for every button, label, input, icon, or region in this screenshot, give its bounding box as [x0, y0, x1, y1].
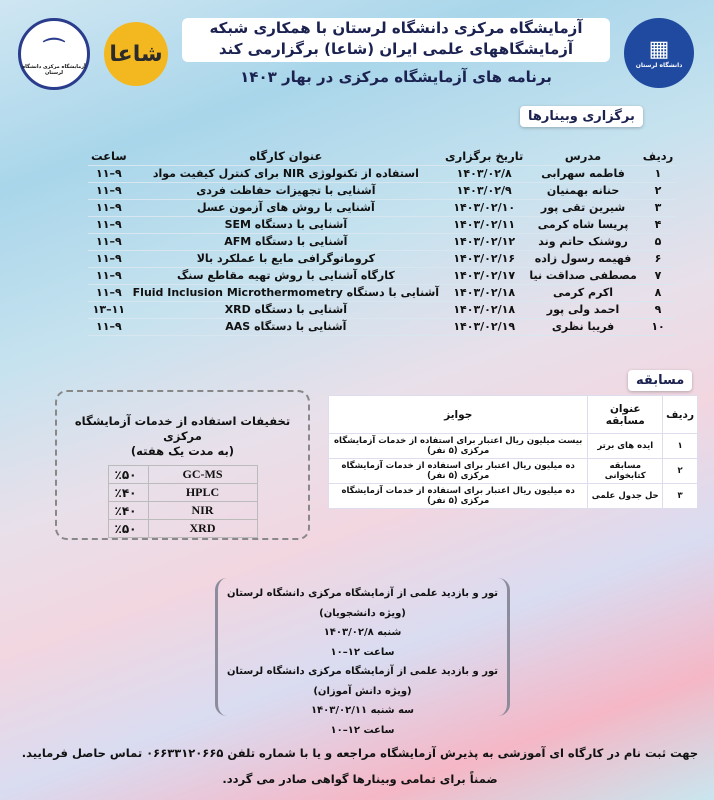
table-cell: ۶	[640, 250, 677, 267]
table-cell: ۹–۱۱	[88, 233, 130, 250]
table-row	[329, 434, 698, 459]
table-cell: آشنایی با تجهیزات حفاظت فردی	[130, 182, 442, 199]
table-cell: ۹–۱۱	[88, 318, 130, 335]
instrument-name: HPLC	[148, 484, 257, 502]
table-cell: ۹–۱۱	[88, 165, 130, 182]
table-cell: ۱۴۰۳/۰۲/۱۸	[442, 284, 526, 301]
discount-percent: ٪۵۰	[108, 466, 148, 484]
table-row	[88, 216, 676, 233]
table-cell: ۹–۱۱	[88, 284, 130, 301]
title-line-1: آزمایشگاه مرکزی دانشگاه لرستان با همکاری شبکه	[209, 19, 583, 37]
table-cell: آشنایی با دستگاه Fluid Inclusion Microthermometry	[130, 284, 442, 301]
table-row	[88, 301, 676, 318]
table-cell: فاطمه سهرابی	[526, 165, 639, 182]
discount-row	[108, 520, 257, 538]
table-cell: آشنایی با دستگاه AAS	[130, 318, 442, 335]
table-cell: فهیمه رسول زاده	[526, 250, 639, 267]
table-cell: کروماتوگرافی مایع با عملکرد بالا	[130, 250, 442, 267]
table-cell: ۸	[640, 284, 677, 301]
table-cell: بیست میلیون ریال اعتبار برای استفاده از خدمات آزمایشگاه مرکزی (۵ نفر)	[329, 434, 588, 459]
tour-box	[215, 578, 510, 736]
webinars-tab: برگزاری وبینارها	[520, 106, 643, 127]
table-cell: ۹–۱۱	[88, 199, 130, 216]
table-cell: ۱	[663, 434, 698, 459]
column-header: مدرس	[526, 148, 639, 165]
table-cell: آشنایی با روش های آزمون عسل	[130, 199, 442, 216]
table-cell: ۹–۱۱	[88, 267, 130, 284]
column-header: تاریخ برگزاری	[442, 148, 526, 165]
lorestan-university-logo: ▦ دانشگاه لرستان	[624, 18, 694, 88]
table-row	[88, 318, 676, 335]
table-cell: ۳	[640, 199, 677, 216]
tour-line: سه شنبه ۱۴۰۳/۰۲/۱۱	[310, 705, 415, 716]
table-cell: آشنایی با دستگاه AFM	[130, 233, 442, 250]
instrument-name: XRD	[148, 520, 257, 538]
discount-row	[108, 466, 257, 484]
discount-percent: ٪۴۰	[108, 502, 148, 520]
table-cell: ۱۴۰۳/۰۲/۹	[442, 182, 526, 199]
table-cell: آشنایی با دستگاه XRD	[130, 301, 442, 318]
table-cell: ۱۴۰۳/۰۲/۱۰	[442, 199, 526, 216]
table-cell: ۱۴۰۳/۰۲/۱۱	[442, 216, 526, 233]
column-header: عنوان مسابقه	[588, 396, 663, 434]
discount-percent: ٪۵۰	[108, 520, 148, 538]
table-cell: ۹–۱۱	[88, 250, 130, 267]
table-cell: ۹	[640, 301, 677, 318]
table-cell: مصطفی صداقت نیا	[526, 267, 639, 284]
discounts-title-text: تخفیفات استفاده از خدمات آزمایشگاه مرکزی	[74, 414, 291, 443]
page-subtitle: برنامه های آزمایشگاه مرکزی در بهار ۱۴۰۳	[240, 68, 552, 86]
table-cell: ۵	[640, 233, 677, 250]
discounts-box	[55, 390, 310, 540]
table-cell: ۲	[663, 459, 698, 484]
table-cell: کارگاه آشنایی با روش تهیه مقاطع سنگ	[130, 267, 442, 284]
table-cell: احمد ولی پور	[526, 301, 639, 318]
table-cell: شیرین تقی پور	[526, 199, 639, 216]
table-cell: ۱۴۰۳/۰۲/۸	[442, 165, 526, 182]
header-title	[182, 18, 610, 62]
table-cell: پریسا شاه کرمی	[526, 216, 639, 233]
table-cell: آشنایی با دستگاه SEM	[130, 216, 442, 233]
table-cell: ۷	[640, 267, 677, 284]
table-cell: اکرم کرمی	[526, 284, 639, 301]
table-cell: استفاده از تکنولوژی NIR برای کنترل کیفیت مواد	[130, 165, 442, 182]
discount-row	[108, 484, 257, 502]
footer-line-2: ضمناً برای تمامی وبینارها گواهی صادر می گردد.	[222, 772, 498, 786]
table-row	[88, 199, 676, 216]
tour-line: ساعت ۱۲–۱۰	[330, 724, 395, 736]
table-row	[329, 484, 698, 509]
table-row	[88, 267, 676, 284]
competition-table	[328, 395, 698, 509]
table-row	[88, 233, 676, 250]
column-header: عنوان کارگاه	[130, 148, 442, 165]
table-cell: ده میلیون ریال اعتبار برای استفاده از خدمات آزمایشگاه مرکزی (۵ نفر)	[329, 484, 588, 509]
tour-line: تور و بازدید علمی از آزمایشگاه مرکزی دانشگاه لرستان (ویژه دانشجویان)	[227, 588, 498, 619]
table-cell: ۴	[640, 216, 677, 233]
table-row	[88, 182, 676, 199]
column-header: ردیف	[640, 148, 677, 165]
discounts-table	[108, 465, 258, 538]
discounts-title	[57, 414, 308, 459]
footer-line-1: جهت ثبت نام در کارگاه ای آموزشی به پذیرش آزمایشگاه مراجعه و یا با شماره تلفن ۰۶۶۳۳۱۲۰۶۶۵ تماس حاصل فرمایید.	[21, 746, 699, 760]
workshops-table	[88, 148, 676, 336]
discounts-period: (به مدت یک هفته)	[130, 444, 235, 458]
competition-tab: مسابقه	[628, 370, 692, 391]
tour-line: ساعت ۱۲–۱۰	[330, 646, 395, 658]
table-row	[88, 250, 676, 267]
discount-percent: ٪۴۰	[108, 484, 148, 502]
table-cell: ۱۴۰۳/۰۲/۱۲	[442, 233, 526, 250]
table-cell: ۱۴۰۳/۰۲/۱۹	[442, 318, 526, 335]
table-cell: ۱	[640, 165, 677, 182]
table-cell: ۹–۱۱	[88, 182, 130, 199]
title-line-2: آزمایشگاههای علمی ایران (شاعا) برگزارمی کند	[218, 40, 574, 58]
central-lab-logo: ⌒ آزمایشگاه مرکزی دانشگاه لرستان	[18, 18, 90, 90]
discount-row	[108, 502, 257, 520]
table-cell: حنانه بهمنیان	[526, 182, 639, 199]
column-header: ردیف	[663, 396, 698, 434]
table-row	[329, 459, 698, 484]
table-cell: حل جدول علمی	[588, 484, 663, 509]
table-cell: ۱۴۰۳/۰۲/۱۶	[442, 250, 526, 267]
table-cell: ۱۴۰۳/۰۲/۱۸	[442, 301, 526, 318]
table-row	[88, 284, 676, 301]
shaa-logo: شاعا	[104, 22, 168, 86]
table-cell: ۱۴۰۳/۰۲/۱۷	[442, 267, 526, 284]
tour-line: تور و بازدید علمی از آزمایشگاه مرکزی دانشگاه لرستان (ویژه دانش آموزان)	[227, 666, 498, 697]
footer-note	[20, 740, 700, 792]
table-cell: ایده های برتر	[588, 434, 663, 459]
table-cell: ۲	[640, 182, 677, 199]
table-cell: روشنک حاتم وند	[526, 233, 639, 250]
table-row	[88, 165, 676, 182]
tour-line: شنبه ۱۴۰۳/۰۲/۸	[323, 627, 402, 638]
column-header: جوایز	[329, 396, 588, 434]
table-cell: ۳	[663, 484, 698, 509]
table-cell: ۱۱–۱۳	[88, 301, 130, 318]
instrument-name: NIR	[148, 502, 257, 520]
table-cell: مسابقه کتابخوانی	[588, 459, 663, 484]
table-cell: ۱۰	[640, 318, 677, 335]
table-cell: فریبا نظری	[526, 318, 639, 335]
table-cell: ده میلیون ریال اعتبار برای استفاده از خدمات آزمایشگاه مرکزی (۵ نفر)	[329, 459, 588, 484]
table-cell: ۹–۱۱	[88, 216, 130, 233]
column-header: ساعت	[88, 148, 130, 165]
instrument-name: GC-MS	[148, 466, 257, 484]
